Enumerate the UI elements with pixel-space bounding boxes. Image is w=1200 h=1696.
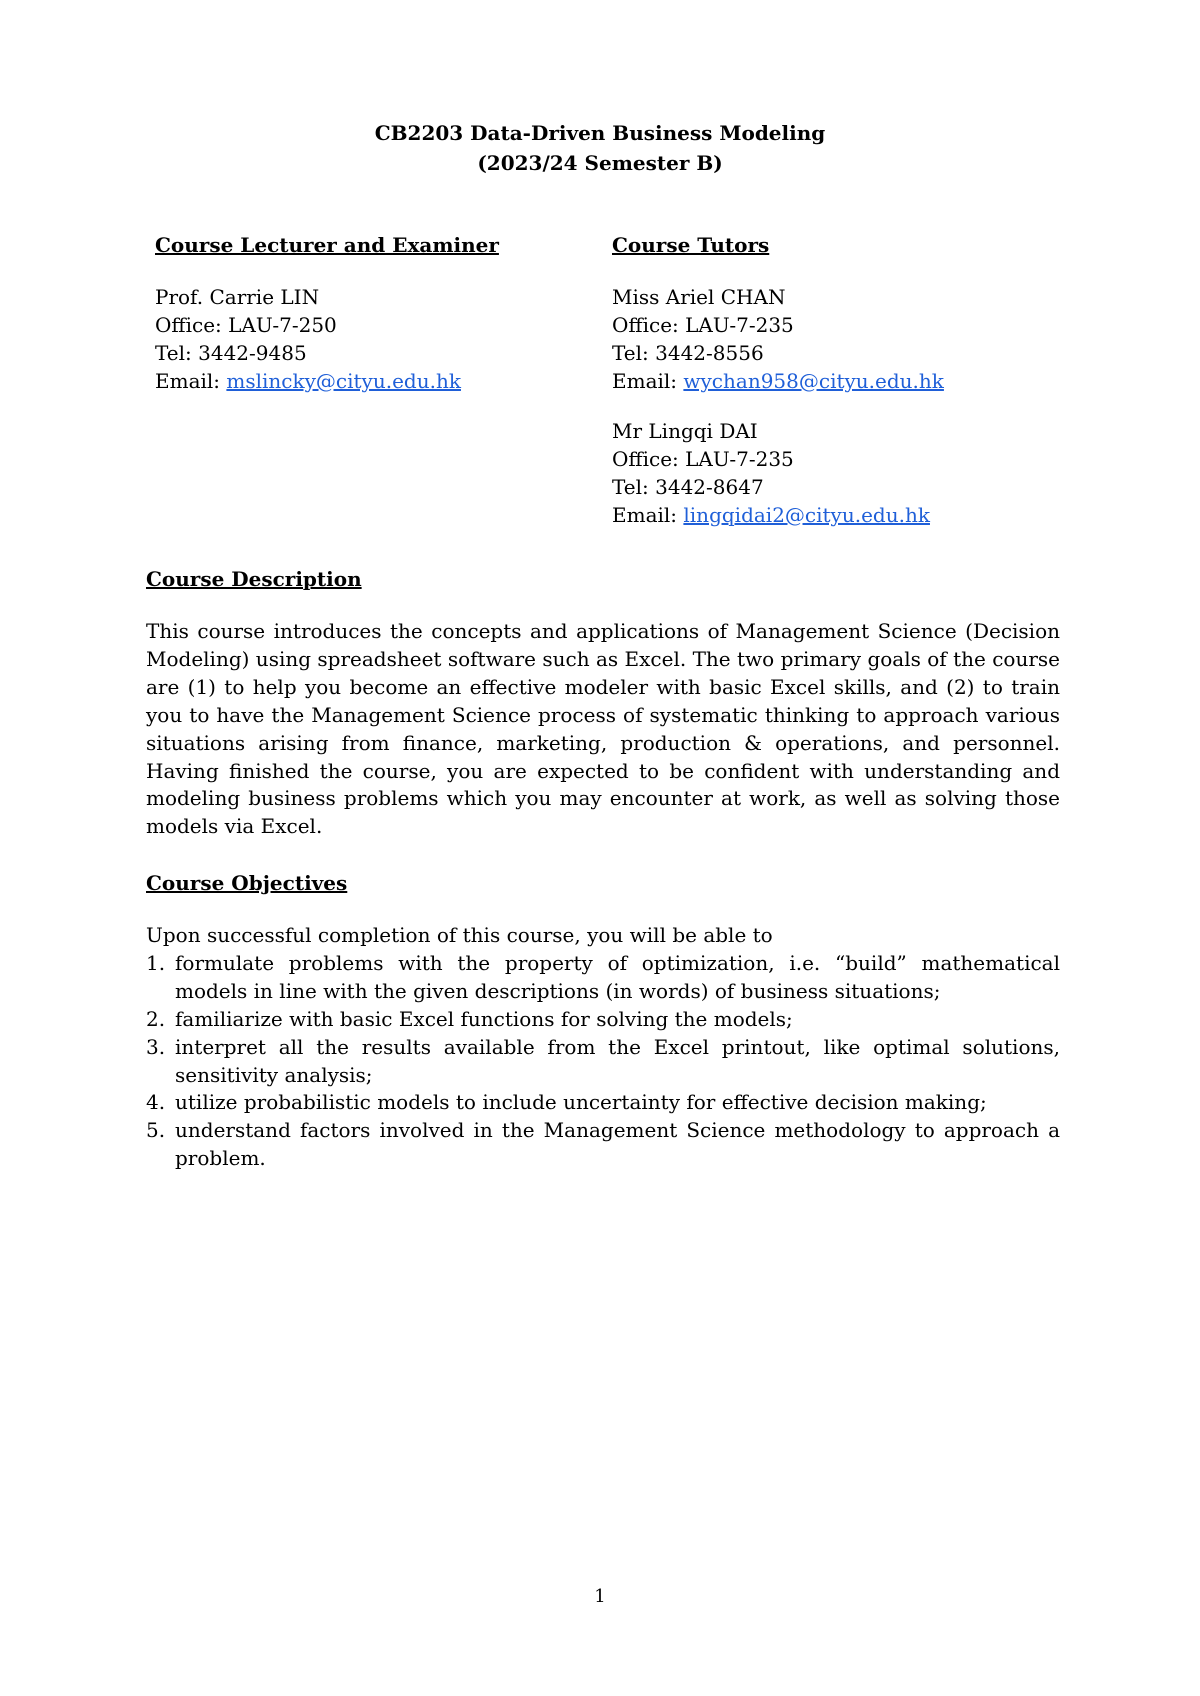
list-item: [146, 950, 1060, 1006]
description-heading: Course Description: [146, 567, 362, 591]
tutors-contact: [612, 231, 944, 529]
tutor-details: [612, 417, 944, 529]
tutor-email-line: [612, 367, 944, 395]
lecturer-contact: [155, 231, 499, 395]
lecturer-details: [155, 283, 499, 395]
list-item-text: utilize probabilistic models to include uncertainty for effective decision making;: [175, 1090, 987, 1115]
document-subtitle: (2023/24 Semester B): [477, 151, 723, 175]
page-number: 1: [594, 1586, 606, 1607]
tutor-email-line: [612, 501, 944, 529]
lecturer-email-link[interactable]: mslincky@cityu.edu.hk: [226, 369, 461, 393]
email-label: Email:: [612, 369, 684, 393]
tutor-name: Mr Lingqi DAI: [612, 419, 758, 443]
document-title: CB2203 Data-Driven Business Modeling: [374, 121, 826, 145]
list-item: [146, 1117, 1060, 1173]
list-item-text: interpret all the results available from the Excel printout, like optimal solutions, sensitivity analysis;: [175, 1034, 1060, 1087]
tutors-heading: Course Tutors: [612, 233, 770, 257]
list-item-text: familiarize with basic Excel functions for solving the models;: [175, 1006, 793, 1031]
tutor-name: Miss Ariel CHAN: [612, 285, 786, 309]
document-header: [0, 118, 1200, 178]
tutor-details: [612, 283, 944, 395]
list-item-text: formulate problems with the property of optimization, i.e. “build” mathematical models in line with the given descriptions (in words) of business situations;: [175, 950, 1060, 1003]
list-item-number: 1.: [146, 950, 166, 975]
list-item: [146, 1034, 1060, 1090]
email-label: Email:: [612, 503, 684, 527]
tutor-office: Office: LAU-7-235: [612, 447, 794, 471]
objectives-list: [146, 950, 1060, 1173]
list-item-number: 2.: [146, 1006, 166, 1031]
tutor-tel: Tel: 3442-8556: [612, 341, 764, 365]
tutor-office: Office: LAU-7-235: [612, 313, 794, 337]
tutor-email-link[interactable]: lingqidai2@cityu.edu.hk: [683, 503, 930, 527]
lecturer-heading: Course Lecturer and Examiner: [155, 233, 499, 257]
email-label: Email:: [155, 369, 227, 393]
lecturer-tel: Tel: 3442-9485: [155, 341, 307, 365]
list-item-number: 5.: [146, 1118, 166, 1143]
list-item: [146, 1006, 1060, 1034]
lecturer-name: Prof. Carrie LIN: [155, 285, 320, 309]
list-item-number: 3.: [146, 1034, 166, 1059]
objectives-intro: Upon successful completion of this course, you will be able to: [146, 923, 773, 947]
list-item-text: understand factors involved in the Management Science methodology to approach a problem.: [175, 1118, 1060, 1171]
tutor-tel: Tel: 3442-8647: [612, 475, 764, 499]
lecturer-email-line: [155, 367, 499, 395]
lecturer-office: Office: LAU-7-250: [155, 313, 337, 337]
list-item: [146, 1089, 1060, 1117]
description-text: This course introduces the concepts and applications of Management Science (Decision Modeling) using spreadsheet software such as Excel. The two primary goals of the course are (1) to help you become an effective modeler with basic Excel skills, and (2) to train you to have the Management Science process of systematic thinking to approach various situations arising from finance, marketing, production & operations, and personnel. Having finished the course, you are expected to be confident with understanding and modeling business problems which you may encounter at work, as well as solving those models via Excel.: [146, 619, 1060, 839]
objectives-section: [146, 922, 1060, 1173]
tutor-email-link[interactable]: wychan958@cityu.edu.hk: [683, 369, 944, 393]
objectives-heading: Course Objectives: [146, 871, 348, 895]
list-item-number: 4.: [146, 1090, 166, 1115]
